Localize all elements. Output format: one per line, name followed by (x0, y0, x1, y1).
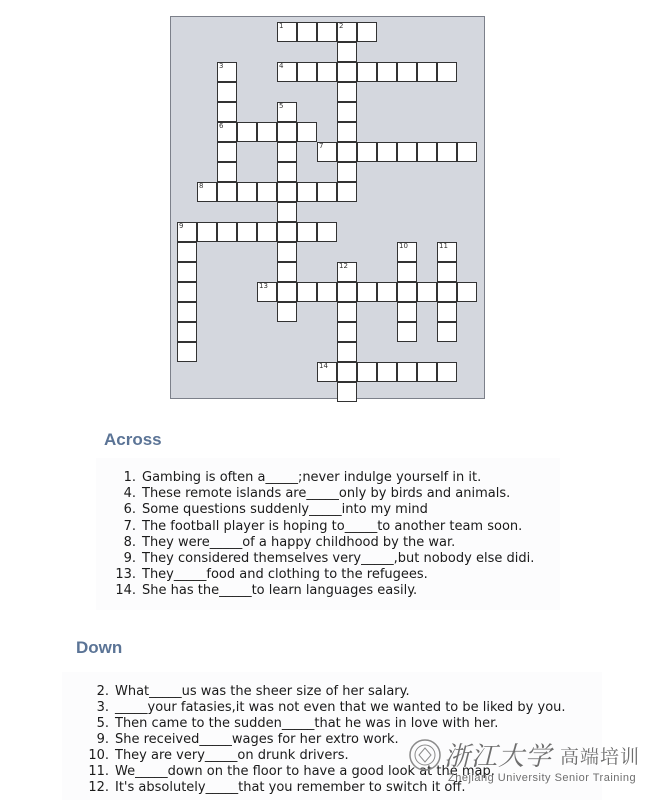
clue-number: 10. (88, 748, 109, 763)
down-clue (62, 748, 349, 764)
grid-cell[interactable] (377, 142, 397, 162)
grid-cell[interactable] (217, 62, 237, 82)
university-watermark (408, 736, 660, 798)
grid-cell[interactable] (217, 82, 237, 102)
clue-text: She has the_____to learn languages easily. (142, 583, 418, 599)
grid-cell[interactable] (177, 342, 197, 362)
watermark-calligraphy: 浙江大学 (444, 742, 553, 772)
grid-cell[interactable] (297, 22, 317, 42)
cell-number: 1 (279, 22, 284, 30)
grid-cell[interactable] (217, 162, 237, 182)
grid-cell[interactable] (277, 142, 297, 162)
across-clue (96, 519, 522, 535)
grid-cell[interactable] (317, 182, 337, 202)
across-clue (96, 502, 428, 518)
grid-cell[interactable] (417, 282, 437, 302)
cell-number: 12 (339, 262, 348, 270)
grid-cell[interactable] (257, 282, 277, 302)
grid-cell[interactable] (337, 342, 357, 362)
grid-cell[interactable] (217, 182, 237, 202)
watermark-name: 高端培训 (560, 746, 641, 768)
clue-text: Then came to the sudden_____that he was in love with her. (115, 716, 499, 731)
across-clue (96, 486, 510, 502)
grid-cell[interactable] (177, 302, 197, 322)
grid-cell[interactable] (317, 22, 337, 42)
grid-cell[interactable] (317, 222, 337, 242)
grid-cell[interactable] (397, 262, 417, 282)
grid-cell[interactable] (377, 282, 397, 302)
grid-cell[interactable] (177, 242, 197, 262)
grid-cell[interactable] (437, 302, 457, 322)
clue-text: These remote islands are_____only by birds and animals. (142, 486, 511, 502)
cell-number: 11 (439, 242, 448, 250)
grid-cell[interactable] (337, 122, 357, 142)
seal-icon (408, 738, 442, 772)
grid-cell[interactable] (217, 222, 237, 242)
grid-cell[interactable] (337, 42, 357, 62)
clue-number: 4. (123, 486, 136, 502)
cell-number: 6 (219, 122, 224, 130)
down-clue (62, 780, 465, 796)
clue-text: They were_____of a happy childhood by the war. (142, 534, 456, 550)
cell-number: 5 (279, 102, 284, 110)
cell-number: 2 (339, 22, 344, 30)
grid-cell[interactable] (237, 222, 257, 242)
grid-cell[interactable] (297, 62, 317, 82)
clue-text: _____your fatasies,it was not even that we wanted to be liked by you. (115, 700, 566, 715)
grid-cell[interactable] (297, 122, 317, 142)
grid-cell[interactable] (177, 322, 197, 342)
grid-cell[interactable] (237, 182, 257, 202)
across-heading: Across (104, 430, 162, 449)
clue-text: We_____down on the floor to have a good look at the map. (115, 764, 495, 779)
grid-cell[interactable] (277, 282, 297, 302)
clue-text: They considered themselves very_____,but nobody else didi. (142, 551, 535, 566)
grid-cell[interactable] (257, 222, 277, 242)
grid-cell[interactable] (277, 262, 297, 282)
grid-cell[interactable] (257, 182, 277, 202)
grid-cell[interactable] (337, 142, 357, 162)
grid-cell[interactable] (337, 302, 357, 322)
grid-cell[interactable] (217, 122, 237, 142)
clue-number: 14. (115, 583, 136, 599)
grid-cell[interactable] (397, 302, 417, 322)
grid-cell[interactable] (357, 22, 377, 42)
grid-cell[interactable] (437, 142, 457, 162)
across-clue (96, 567, 428, 583)
grid-cell[interactable] (317, 282, 337, 302)
grid-cell[interactable] (417, 142, 437, 162)
crossword-grid (170, 16, 485, 399)
grid-cell[interactable] (257, 122, 277, 142)
clue-text: They are very_____on drunk drivers. (115, 748, 349, 763)
grid-cell[interactable] (437, 242, 457, 262)
grid-cell[interactable] (277, 182, 297, 202)
clue-number: 6. (123, 502, 136, 518)
clue-text: Gambing is often a_____;never indulge yourself in it. (142, 470, 482, 485)
down-clue (62, 716, 498, 732)
clue-number: 12. (88, 780, 109, 795)
cell-number: 7 (319, 142, 324, 150)
grid-cell[interactable] (337, 362, 357, 382)
grid-cell[interactable] (177, 222, 197, 242)
grid-cell[interactable] (437, 62, 457, 82)
grid-cell[interactable] (277, 242, 297, 262)
grid-cell[interactable] (277, 62, 297, 82)
grid-cell[interactable] (357, 62, 377, 82)
across-clue (96, 470, 481, 486)
grid-cell[interactable] (297, 282, 317, 302)
grid-cell[interactable] (337, 62, 357, 82)
grid-cell[interactable] (277, 222, 297, 242)
grid-cell[interactable] (197, 222, 217, 242)
clue-number: 3. (96, 700, 109, 715)
grid-cell[interactable] (337, 382, 357, 402)
grid-cell[interactable] (177, 282, 197, 302)
grid-cell[interactable] (297, 182, 317, 202)
down-heading: Down (76, 638, 123, 657)
clue-text: It's absolutely_____that you remember to switch it off. (115, 780, 466, 795)
clue-number: 7. (123, 518, 136, 534)
clue-text: What_____us was the sheer size of her salary. (115, 684, 410, 699)
grid-cell[interactable] (317, 142, 337, 162)
down-clue (62, 700, 566, 716)
down-clue (62, 684, 410, 700)
clue-number: 9. (123, 551, 136, 566)
grid-cell[interactable] (397, 282, 417, 302)
grid-cell[interactable] (277, 102, 297, 122)
grid-cell[interactable] (457, 142, 477, 162)
grid-cell[interactable] (277, 122, 297, 142)
grid-cell[interactable] (277, 302, 297, 322)
grid-cell[interactable] (397, 362, 417, 382)
grid-cell[interactable] (457, 282, 477, 302)
grid-cell[interactable] (337, 162, 357, 182)
grid-cell[interactable] (217, 142, 237, 162)
grid-cell[interactable] (297, 222, 317, 242)
grid-cell[interactable] (437, 322, 457, 342)
grid-cell[interactable] (357, 282, 377, 302)
clue-number: 1. (123, 470, 136, 485)
down-clue (62, 732, 399, 748)
cell-number: 3 (219, 62, 224, 70)
grid-cell[interactable] (337, 322, 357, 342)
across-clue (96, 551, 534, 567)
grid-cell[interactable] (437, 262, 457, 282)
grid-cell[interactable] (337, 282, 357, 302)
cell-number: 10 (399, 242, 408, 250)
clue-text: The football player is hoping to_____to another team soon. (142, 518, 523, 534)
grid-cell[interactable] (397, 142, 417, 162)
grid-cell[interactable] (437, 282, 457, 302)
grid-cell[interactable] (357, 362, 377, 382)
cell-number: 14 (319, 362, 328, 370)
grid-cell[interactable] (377, 362, 397, 382)
across-clue-list (96, 458, 560, 610)
grid-cell[interactable] (217, 102, 237, 122)
grid-cell[interactable] (337, 182, 357, 202)
clue-text: They_____food and clothing to the refugees. (142, 567, 428, 583)
cell-number: 8 (199, 182, 204, 190)
clue-number: 5. (96, 716, 109, 731)
grid-cell[interactable] (277, 22, 297, 42)
grid-cell[interactable] (417, 362, 437, 382)
grid-cell[interactable] (177, 262, 197, 282)
across-clue (96, 583, 417, 599)
grid-cell[interactable] (337, 22, 357, 42)
grid-cell[interactable] (197, 182, 217, 202)
grid-cell[interactable] (397, 62, 417, 82)
grid-cell[interactable] (337, 262, 357, 282)
clue-text: She received_____wages for her extro work. (115, 732, 399, 747)
clue-number: 2. (96, 684, 109, 699)
grid-cell[interactable] (337, 82, 357, 102)
across-clue (96, 535, 455, 551)
grid-cell[interactable] (357, 142, 377, 162)
cell-number: 4 (279, 62, 284, 70)
grid-cell[interactable] (277, 162, 297, 182)
grid-cell[interactable] (237, 122, 257, 142)
grid-cell[interactable] (397, 242, 417, 262)
grid-cell[interactable] (317, 62, 337, 82)
clue-number: 13. (115, 567, 136, 583)
grid-cell[interactable] (277, 202, 297, 222)
grid-cell[interactable] (417, 62, 437, 82)
cell-number: 9 (179, 222, 184, 230)
clue-number: 8. (123, 534, 136, 550)
cell-number: 13 (259, 282, 268, 290)
grid-cell[interactable] (337, 102, 357, 122)
grid-cell[interactable] (377, 62, 397, 82)
grid-cell[interactable] (397, 322, 417, 342)
clue-number: 9. (96, 732, 109, 747)
grid-cell[interactable] (317, 362, 337, 382)
watermark-subtitle: Zhejiang University Senior Training (448, 772, 637, 784)
clue-number: 11. (88, 764, 109, 779)
clue-text: Some questions suddenly_____into my mind (142, 502, 428, 518)
grid-cell[interactable] (437, 362, 457, 382)
